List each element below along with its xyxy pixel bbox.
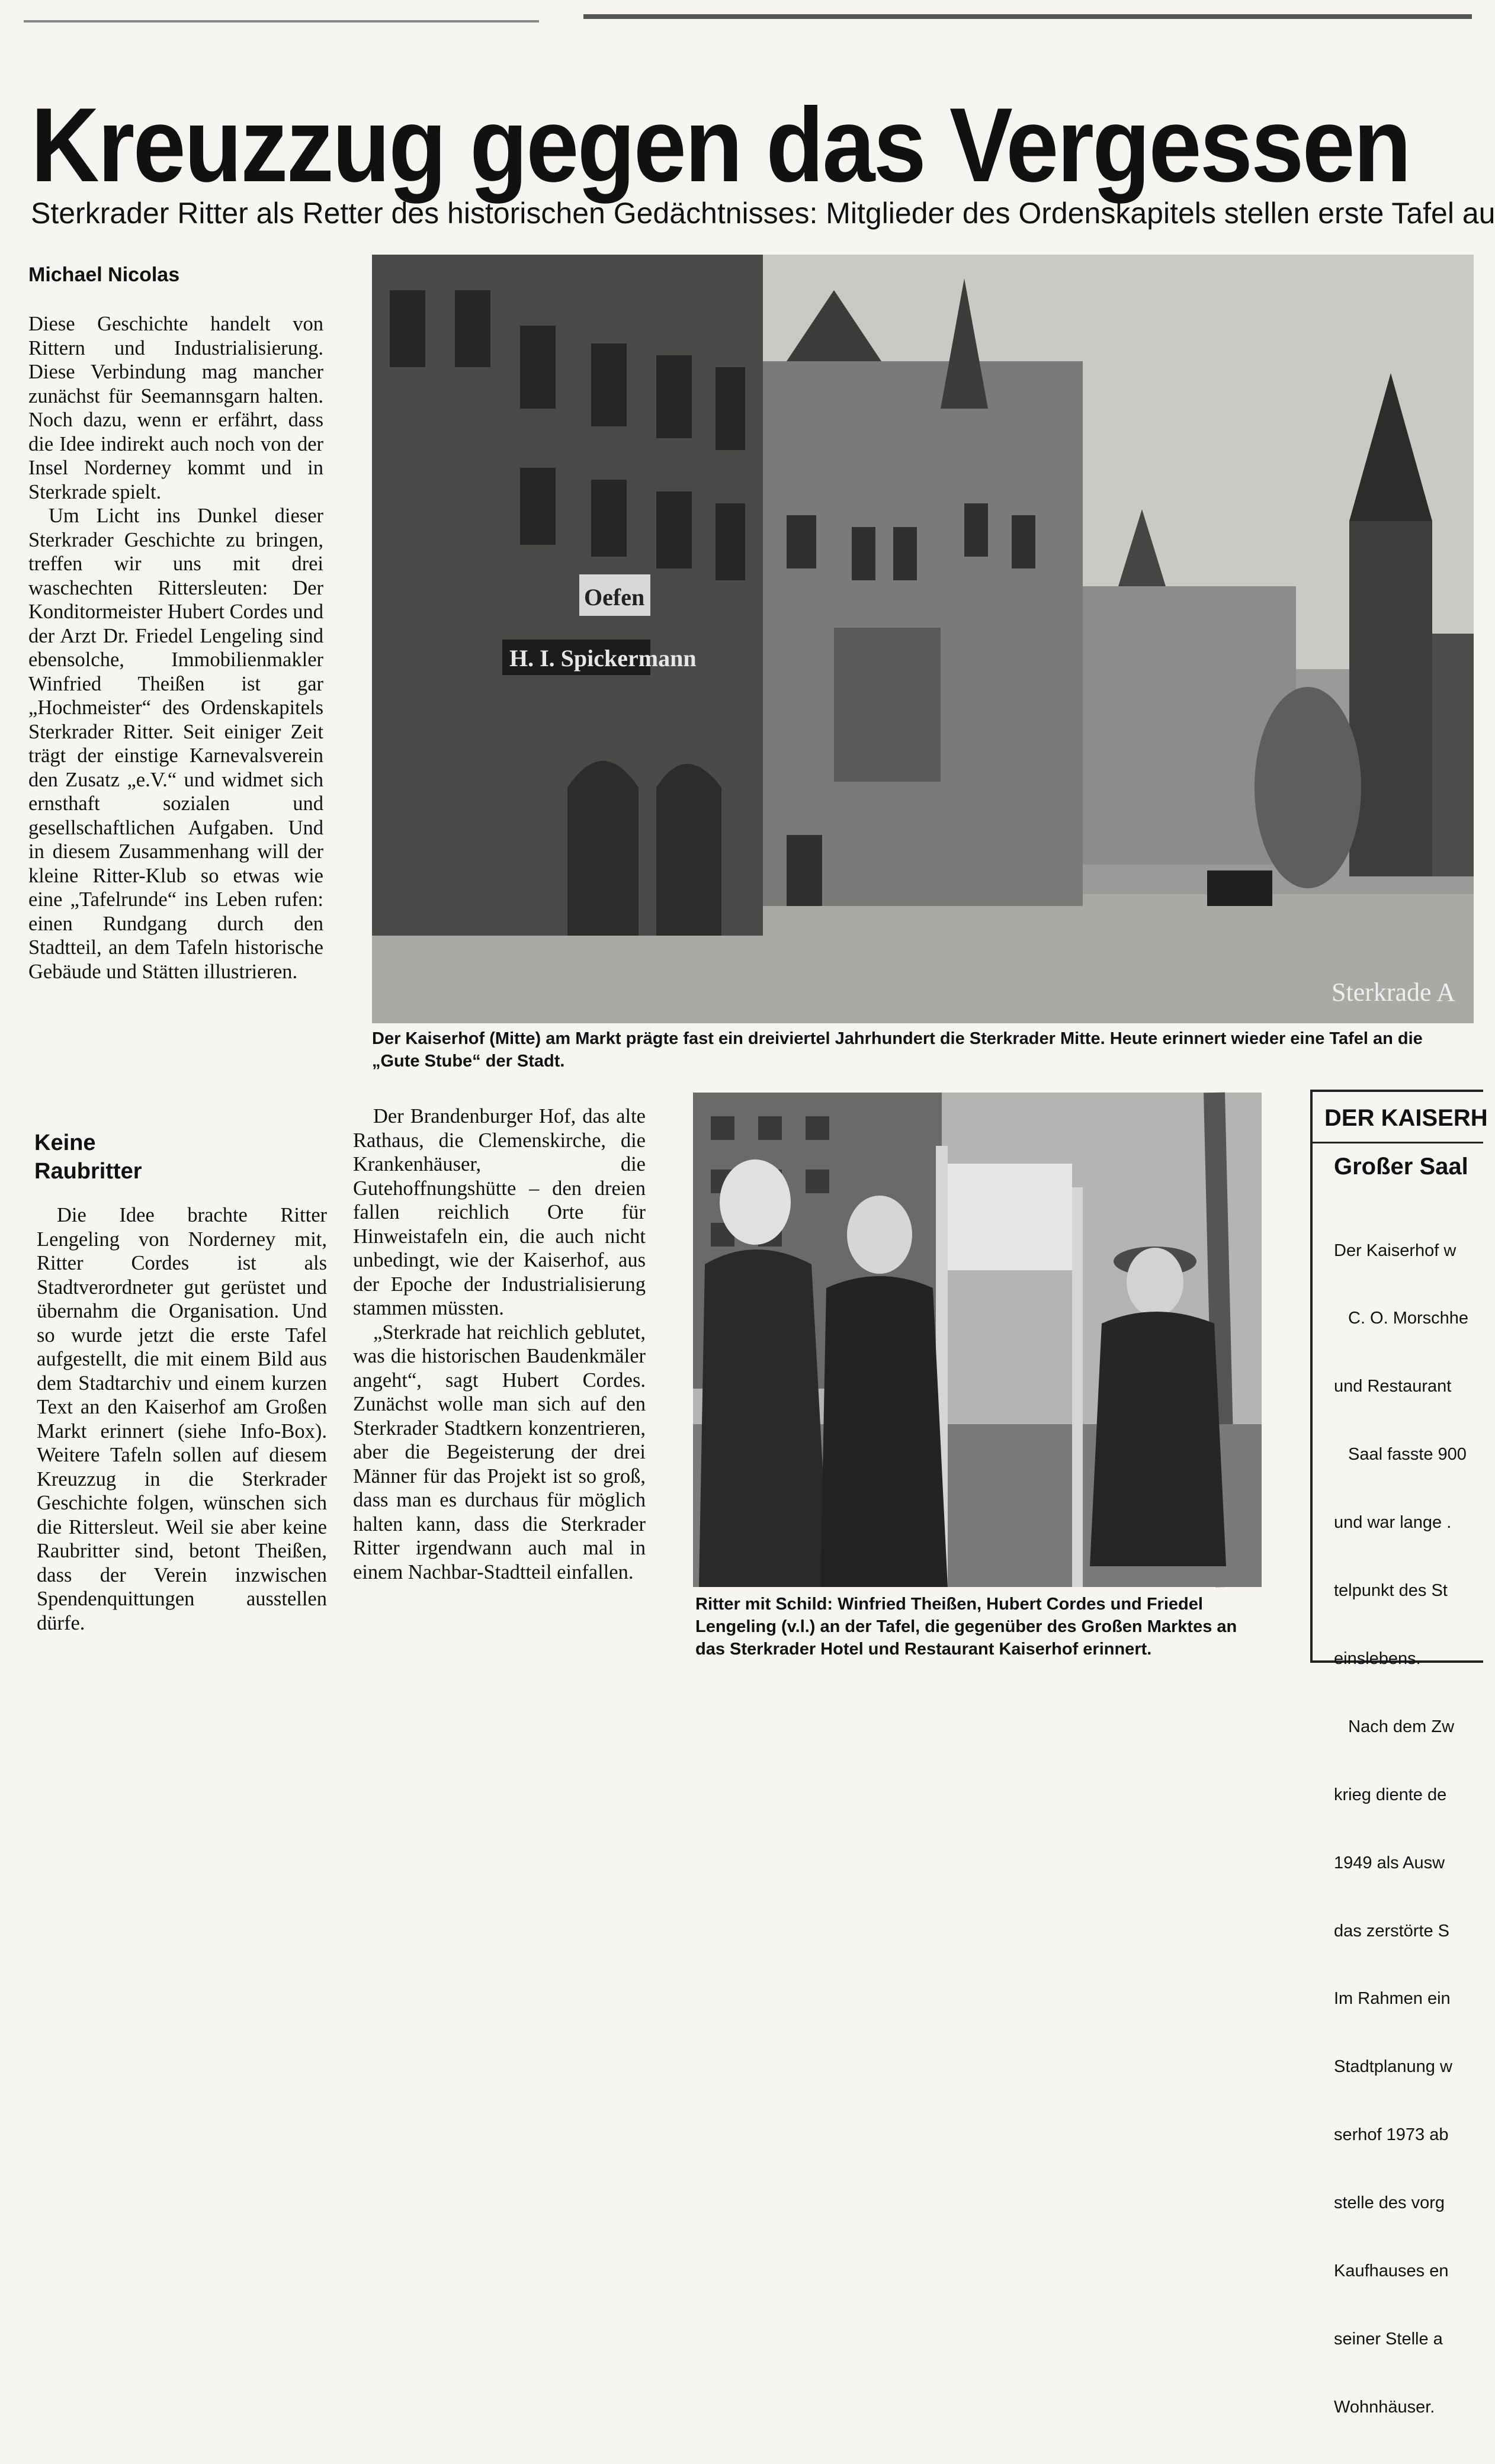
top-rule-right: [583, 14, 1472, 19]
info-line: Der Kaiserhof w: [1334, 1241, 1456, 1260]
paragraph: Die Idee brachte Ritter Lengeling von Norderney mit, Ritter Cordes ist als Stadtverordneter gut gerüstet und übernahm die Organisation. Und so wurde jetzt die erste Tafel aufgestellt, die mit einem Bild aus dem Stadtarchiv und einem kurzen Text an den Kaiserhof am Großen Markt erinnert (siehe Info-Box). Weitere Tafeln sollen auf diesem Kreuzzug in die Sterkrader Geschichte folgen, wünschen sich die Rittersleut. Weil sie aber keine Raubritter sind, betont Theißen, dass der Verein inzwischen Spendenquittungen ausstellen dürfe.: [37, 1204, 327, 1634]
info-box-kaiserhof: [1310, 1090, 1488, 2417]
info-box-subtitle: Großer Saal: [1334, 1154, 1468, 1180]
info-line: einslebens.: [1334, 1649, 1421, 1668]
info-box-title: DER KAISERH: [1324, 1105, 1488, 1131]
photo-caption-1: Der Kaiserhof (Mitte) am Markt prägte fast ein dreiviertel Jahrhundert die Sterkrader Mitte. Heute erinnert wieder eine Tafel an die „Gute Stube“ der Stadt.: [372, 1029, 1423, 1071]
shop-sign2-text: Oefen: [584, 584, 645, 611]
info-box-text: [1334, 1194, 1483, 2464]
info-line: telpunkt des St: [1334, 1581, 1448, 1601]
info-line: seiner Stelle a: [1334, 2329, 1443, 2349]
three-men-illustration: [693, 1093, 1262, 1587]
info-line: C. O. Morschhe: [1348, 1309, 1469, 1328]
article-column-2: [353, 1104, 646, 1584]
shop-sign-text: H. I. Spickermann: [509, 645, 697, 672]
photo-caption-2: Ritter mit Schild: Winfried Theißen, Hubert Cordes und Friedel Lengeling (v.l.) an der Tafel, die gegenüber des Großen Marktes an das Sterkrader Hotel und Restaurant Kaiserhof erinnert.: [695, 1595, 1237, 1659]
info-line: Saal fasste 900: [1348, 1445, 1467, 1464]
info-line: stelle des vorg: [1334, 2193, 1445, 2213]
info-line: das zerstörte S: [1334, 1921, 1450, 1941]
info-line: Wohnhäuser.: [1334, 2397, 1435, 2417]
info-box-divider: [1313, 1142, 1483, 1143]
info-line: Kaufhauses en: [1334, 2261, 1449, 2280]
article-column-1b: [37, 1203, 327, 1635]
paragraph: Der Brandenburger Hof, das alte Rathaus, die Clemenskirche, die Krankenhäuser, die Gutehoffnungshütte – den dreien fallen reichlich Orte für Hinweistafeln ein, die auch nicht unbedingt, wie der Kaiserhof, aus der Epoche der Industrialisierung stammen müssten.: [353, 1105, 646, 1319]
info-line: serhof 1973 ab: [1334, 2125, 1449, 2145]
paragraph: Diese Geschichte handelt von Rittern und Industrialisierung. Diese Verbindung mag mancher zunächst für Seemannsgarn halten. Noch dazu, wenn er erfährt, dass die Idee indirekt auch noch von der Insel Norderney kommt und in Sterkrade spielt.: [28, 313, 323, 503]
paragraph: Um Licht ins Dunkel dieser Sterkrader Geschichte zu bringen, treffen wir uns mit drei waschechten Rittersleuten: Der Konditormeister Hubert Cordes und der Arzt Dr. Friedel Lengeling sind ebensolche, Immobilienmakler Winfried Theißen ist gar „Hochmeister“ des Ordenskapitels Sterkrader Ritter. Seit einiger Zeit trägt der einstige Karnevalsverein den Zusatz „e.V.“ und widmet sich ernsthaft sozialen und gesellschaftlichen Aufgaben. Und in diesem Zusammenhang will der kleine Ritter-Klub so etwas wie eine „Tafelrunde“ ins Leben rufen: einen Rundgang durch den Stadtteil, an dem Tafeln historische Gebäude und Stätten illustrieren.: [28, 505, 323, 983]
author-byline: Michael Nicolas: [28, 264, 180, 286]
info-line: krieg diente de: [1334, 1785, 1447, 1804]
info-line: Nach dem Zw: [1334, 1717, 1455, 1736]
info-line: und war lange .: [1334, 1513, 1452, 1533]
headline: Kreuzzug gegen das Vergessen: [31, 86, 1410, 204]
article-column-1: [28, 312, 323, 984]
historic-street-illustration: [372, 255, 1474, 1023]
subheadline: Sterkrader Ritter als Retter des historischen Gedächtnisses: Mitglieder des Ordenskapitels stellen erste Tafel au: [31, 197, 1495, 230]
info-line: Im Rahmen ein: [1334, 1989, 1451, 2009]
photo-watermark: Sterkrade A: [1332, 978, 1455, 1007]
paragraph: „Sterkrade hat reichlich geblutet, was die historischen Baudenkmäler angeht“, sagt Hubert Cordes. Zunächst wolle man sich auf den Sterkrader Stadtkern konzentrieren, aber die Begeisterung der drei Männer für das Projekt ist so groß, dass man es durchaus für möglich halten kann, dass die Sterkrader Ritter irgendwann auch mal in einem Nachbar-Stadtteil einfallen.: [353, 1321, 646, 1583]
info-line: und Restaurant: [1334, 1377, 1452, 1396]
photo-kaiserhof-historic: [372, 255, 1474, 1023]
info-line: 1949 als Ausw: [1334, 1853, 1445, 1872]
info-line: Stadtplanung w: [1334, 2057, 1452, 2077]
top-rule-left: [24, 20, 539, 23]
subhead-keine-raubritter: Keine Raubritter: [34, 1130, 142, 1184]
photo-ritter-mit-schild: [693, 1093, 1262, 1587]
